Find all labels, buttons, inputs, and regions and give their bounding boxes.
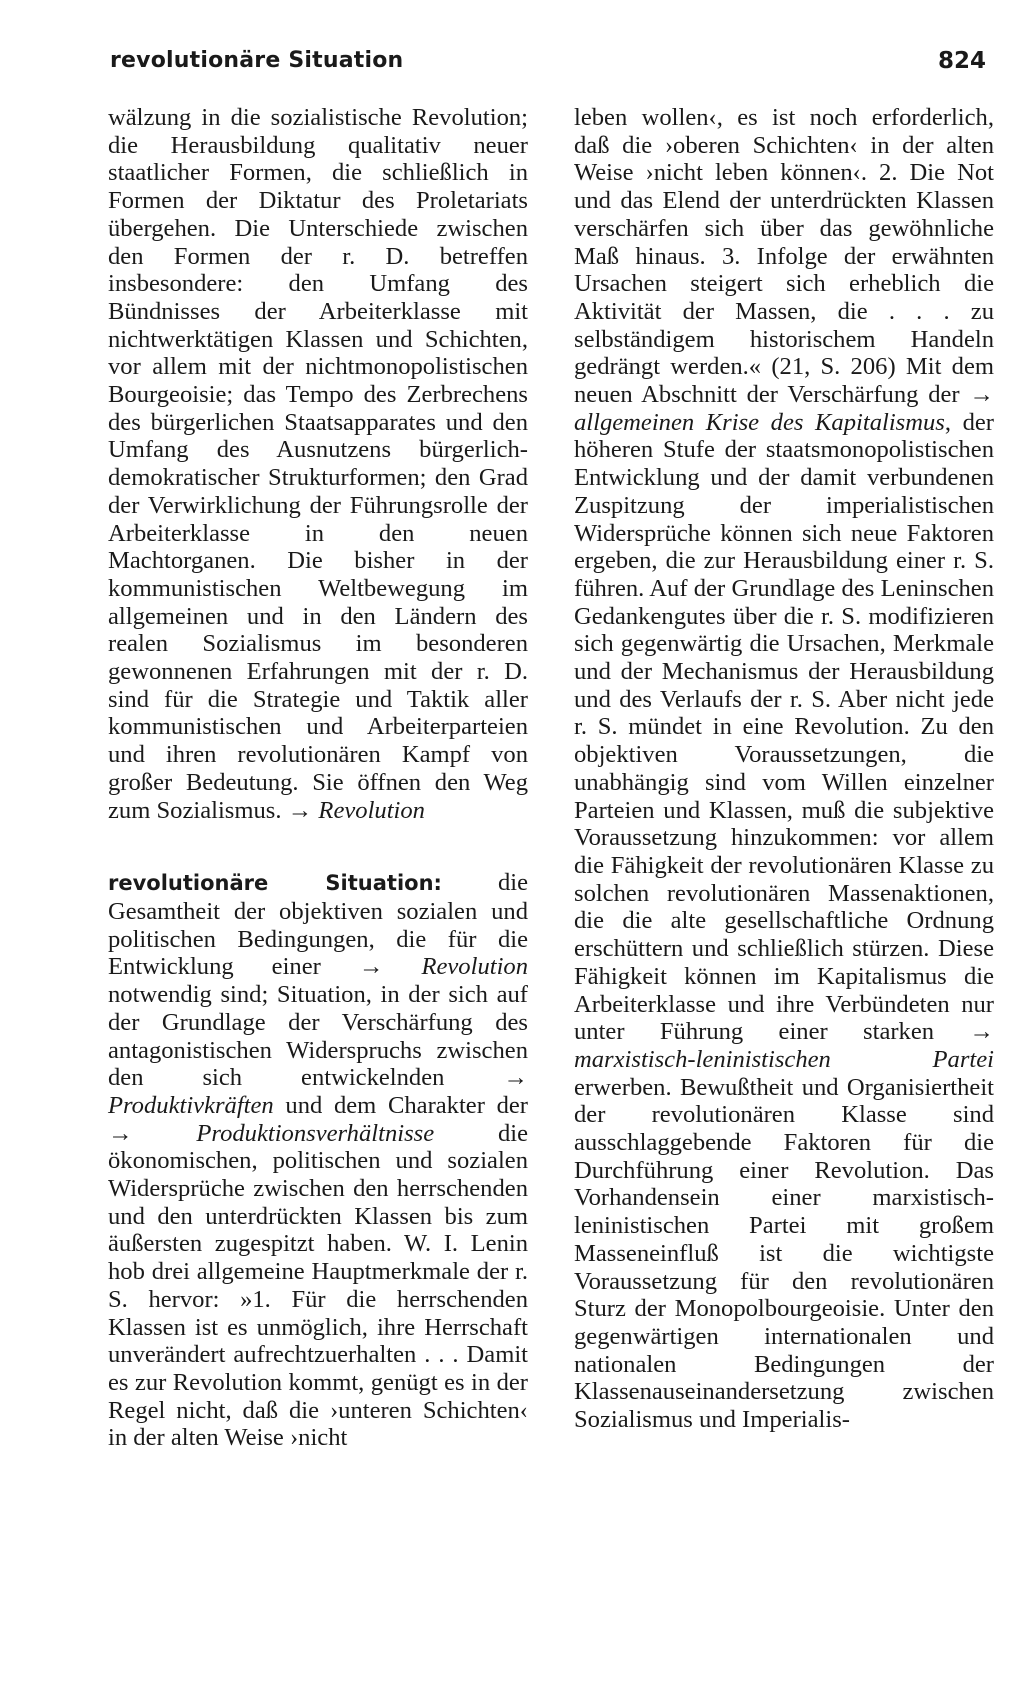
cross-reference: Revolution [318,796,425,824]
right-column [574,104,994,1434]
cross-reference: Produktivkräften [108,1091,274,1119]
body-text: die ökonomischen, politischen und sozialen Widersprüche zwischen den herrschenden und den unterdrückten Klassen bis zum äußersten zugespitzt haben. W. I. Lenin hob drei allgemeine Hauptmerkmale der r. S. hervor: »1. Für die herrschenden Klassen ist es unmöglich, ihre Herrschaft unverändert aufrechtzuerhalten . . . Damit es zur Revolution kommt, genügt es in der Regel nicht, daß die ›unteren Schichten‹ in der alten Weise ›nicht [108,1119,528,1452]
body-text: notwendig sind; Situation, in der sich auf der Grundlage der Verschärfung des antagonistischen Widerspruchs zwischen den sich entwickelnden [108,981,528,1092]
cross-reference: Produktionsverhältnisse [196,1119,435,1147]
arrow-icon: → [108,1119,197,1147]
body-text: , der höheren Stufe der staatsmonopolistischen Entwicklung und der damit verbundenen Zuspitzung der imperialistischen Widersprüche können sich neue Faktoren ergeben, die zur Herausbildung einer r. S. führen. Auf der Grundlage des Leninschen Gedankengutes über die r. S. modifizieren sich gegenwärtig die Ursachen, Merkmale und der Mechanismus der Herausbildung und des Verlaufs der r. S. Aber nicht jede r. S. mündet in eine Revolution. Zu den objektiven Voraussetzungen, die unabhängig sind vom Willen einzelner Parteien und Klassen, muß die subjektive Voraussetzung hinzukommen: vor allem die Fähigkeit der revolutionären Klasse zu solchen revolutionären Massenaktionen, die die alte gesellschaftliche Ordnung erschüttern und schließlich stürzen. Diese Fähigkeit können im Kapitalismus die Arbeiterklasse und ihre Verbündeten nur unter Führung einer starken [574,408,994,1046]
body-text: leben wollen‹, es ist noch erforderlich, daß die ›oberen Schichten‹ in der alten Weise ›nicht leben können‹. 2. Die Not und das Elend der unterdrückten Klassen verschärfen sich über das gewöhnliche Maß hinaus. 3. Infolge der erwähnten Ursachen steigert sich erheblich die Aktivität der Massen, die . . . zu selbständigem historischem Handeln gedrängt werden.« (21, S. 206) Mit dem neuen Abschnitt der Verschärfung der [574,104,994,409]
body-text: wälzung in die sozialistische Revolution; die Herausbildung qualitativ neuer staatlicher Formen, die schließlich in Formen der Diktatur des Proletariats übergehen. Die Unterschiede zwischen den Formen der r. D. betreffen insbesondere: den Umfang des Bündnisses der Arbeiterklasse mit nichtwerktätigen Klassen und Schichten, vor allem mit der nichtmonopolistischen Bourgeoisie; das Tempo des Zerbrechens des bürgerlichen Staatsapparates und den Umfang des Ausnutzens bürgerlich-demokratischer Strukturformen; den Grad der Verwirklichung der Führungsrolle der Arbeiterklasse in den neuen Machtorganen. Die bisher in der kommunistischen Weltbewegung im allgemeinen und in den Ländern des realen Sozialismus im besonderen gewonnenen Erfahrungen mit der r. D. sind für die Strategie und Taktik aller kommunistischen und Arbeiterparteien und ihren revolutionären Kampf von großer Bedeutung. Sie öffnen den Weg zum Sozialismus. [108,104,528,824]
arrow-icon: → [969,1018,994,1046]
entry-continuation-paragraph [108,104,528,824]
cross-reference: Revolution [421,953,528,981]
arrow-icon: → [969,381,994,409]
body-text: und dem Charakter der [273,1091,528,1119]
body-text: erwerben. Bewußtheit und Organisiertheit der revolutionären Klasse sind ausschlaggebende Faktoren für die Durchführung einer Revolution. Das Vorhandensein einer marxistisch-leninistischen Partei mit großem Masseneinfluß ist die wichtigste Voraussetzung für den revolutionären Sturz der Monopolbourgeoisie. Unter den gegenwärtigen internationalen und nationalen Bedingungen der Klassenauseinandersetzung zwischen Sozialismus und Imperialis- [574,1073,994,1434]
left-column [108,104,528,1452]
cross-reference: allgemeinen Krise des Kapitalismus [574,408,945,436]
arrow-icon: → [358,953,422,981]
running-head: revolutionäre Situation [110,48,404,73]
arrow-icon: → [503,1064,528,1092]
entry-separator [108,824,528,869]
page-header [110,48,986,82]
entry-paragraph [108,869,528,1452]
page-number: 824 [937,48,986,74]
entry-headword: revolutionäre Situation: [108,871,442,896]
arrow-icon: → [287,796,319,824]
body-text: die Gesamtheit der objektiven sozialen und politischen Bedingungen, die für die Entwicklung einer [108,869,528,981]
cross-reference: marxistisch-leninistischen Partei [574,1045,994,1073]
entry-paragraph [574,104,994,1434]
